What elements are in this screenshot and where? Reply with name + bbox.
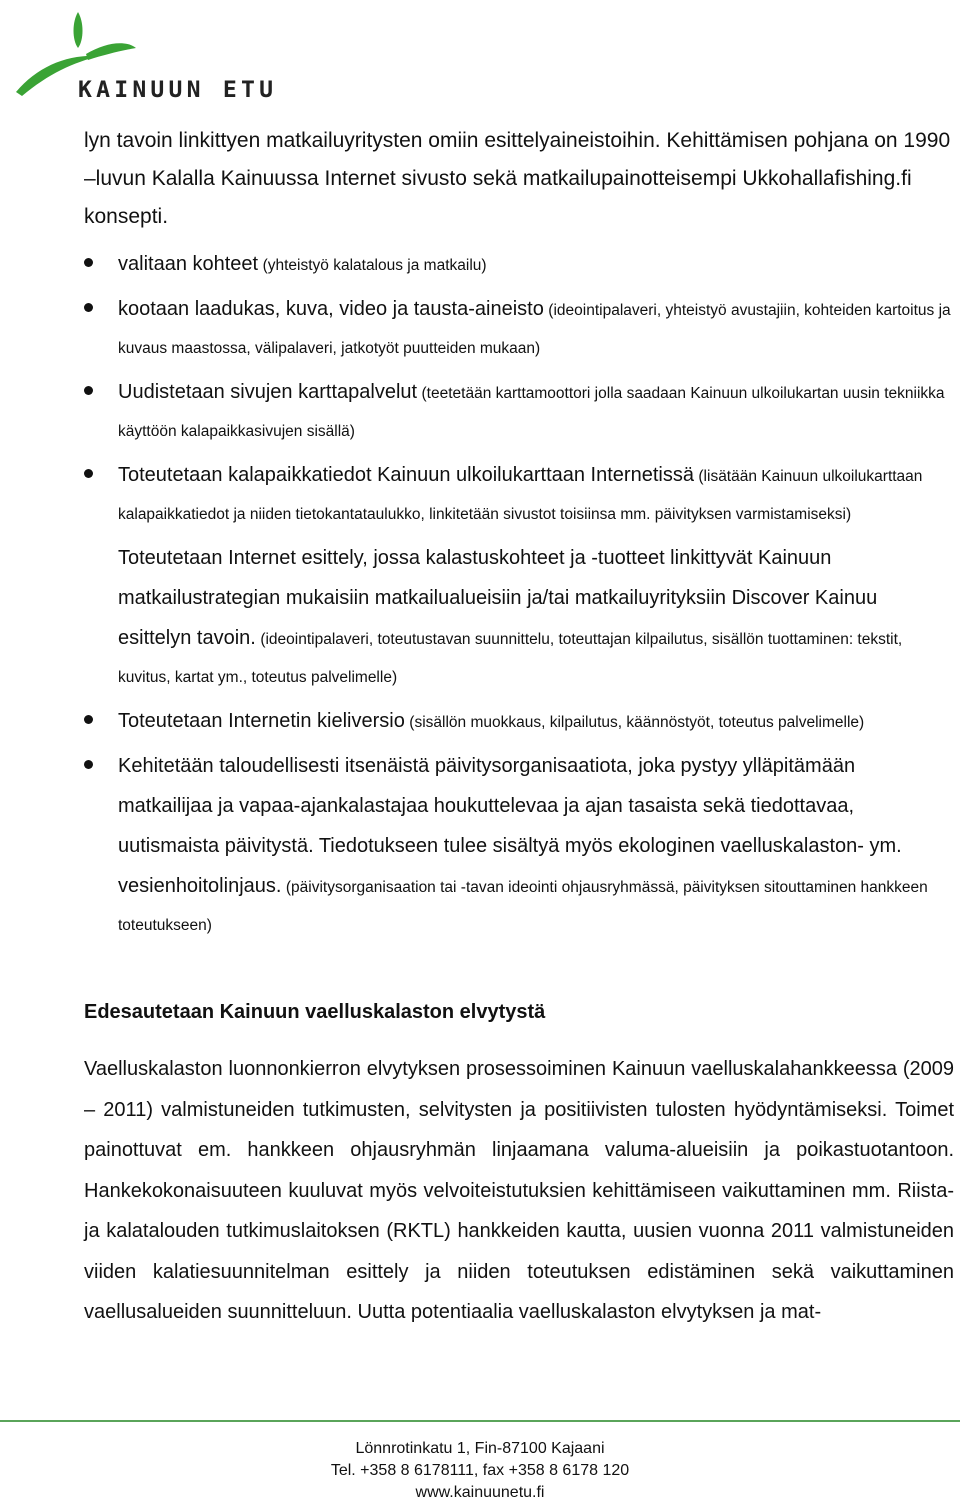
list-item-main: valitaan kohteet — [118, 253, 259, 275]
list-item-detail: (lisätään Kainuun ulkoilukarttaan kalapaikkatiedot ja niiden tietokantataulukko, linkitetään sivustot toisiinsa mm. päivityksen varmistamiseksi) — [118, 468, 923, 523]
intro-paragraph: lyn tavoin linkittyen matkailuyritysten omiin esittelyaineistoihin. Kehittämisen pohjana on 1990 –luvun Kalalla Kainuussa Internet sivusto sekä matkailupainotteisempi Ukkohallafishing.fi konsepti. — [84, 129, 951, 228]
company-logo — [8, 4, 308, 104]
section-paragraph: Vaelluskalaston luonnonkierron elvytyksen prosessoiminen Kainuun vaelluskalahankkeessa (2009 – 2011) valmistuneiden tutkimusten, selvitysten ja positiivisten tulosten hyödyntämiseksi. Toimet painottuvat em. hankkeen ohjausryhmän linjaamana valuma-alueisiin ja poikastuotantoon. Hankekokonaisuuteen kuuluvat myös velvoiteistutuksien kehittämiseen vaikuttaminen mm. Riista- ja kalatalouden tutkimuslaitoksen (RKTL) hankkeiden kautta, uusien vuonna 2011 valmistuneiden viiden kalatiesuunnitelman esittely ja niiden toteutuksen edistäminen sekä vaikuttaminen vaellusalueiden suunnitteluun. Uutta potentiaalia vaelluskalaston elvytyksen ja mat- — [84, 1058, 954, 1323]
list-item-main: Toteutetaan kalapaikkatiedot Kainuun ulkoilukarttaan Internetissä — [118, 464, 694, 486]
logo-wordmark: KAINUUN ETU — [78, 78, 278, 103]
bullet-dot-icon — [84, 715, 93, 724]
list-item-detail: (ideointipalaveri, yhteistyö avustajiin, kohteiden kartoitus ja kuvaus maastossa, välipalaveri, jatkotyöt puutteiden mukaan) — [118, 302, 951, 357]
list-item — [84, 372, 954, 451]
list-item-main: Toteutetaan Internetin kieliversio — [118, 710, 405, 732]
bullet-dot-icon — [84, 386, 93, 395]
list-item-detail: (teetetään karttamoottori jolla saadaan Kainuun ulkoilukartan uusin tekniikka käyttöön kalapaikkasivujen sisällä) — [118, 385, 945, 440]
list-item-main: Uudistetaan sivujen karttapalvelut — [118, 381, 418, 403]
footer-phone: Tel. +358 8 6178111, fax +358 8 6178 120 — [330, 1462, 630, 1479]
list-item-main: kootaan laadukas, kuva, video ja tausta-aineisto — [118, 298, 544, 320]
list-item — [84, 244, 954, 285]
bullet-dot-icon — [84, 760, 93, 769]
list-item-detail: (sisällön muokkaus, kilpailutus, käännöstyöt, toteutus palvelimelle) — [409, 714, 865, 731]
footer-address: Lönnrotinkatu 1, Fin-87100 Kajaani — [355, 1440, 605, 1457]
list-item — [84, 746, 954, 945]
section-heading: Edesautetaan Kainuun vaelluskalaston elvytystä — [84, 1001, 546, 1023]
bullet-dot-icon — [84, 469, 93, 478]
action-list — [84, 244, 954, 945]
footer-website-link[interactable]: www.kainuunetu.fi — [415, 1484, 545, 1501]
list-item-main: Toteutetaan Internet esittely, jossa kalastuskohteet ja -tuotteet linkittyvät Kainuun matkailustrategian mukaisiin matkailualueisiin ja/tai matkailuyrityksiin Discover Kainuu esittelyn tavoin. — [118, 547, 878, 649]
list-item-main: Kehitetään taloudellisesti itsenäistä päivitysorganisaatiota, joka pystyy ylläpitämään matkailijaa ja vapaa-ajankalastajaa houkuttelevaa ja ajan tasaista sekä tiedottavaa, uutismaista päivitystä. Tiedotukseen tulee sisältyä myös ekologinen vaelluskalaston- ym. vesienhoitolinjaus. — [118, 755, 902, 897]
page-footer — [0, 1438, 960, 1503]
list-item — [84, 455, 954, 534]
list-item — [84, 701, 954, 742]
footer-divider — [0, 1420, 960, 1422]
list-item — [84, 289, 954, 368]
bullet-dot-icon — [84, 258, 93, 267]
list-item-detail: (ideointipalaveri, toteutustavan suunnittelu, toteuttajan kilpailutus, sisällön tuottaminen: tekstit, kuvitus, kartat ym., toteutus palvelimelle) — [118, 631, 903, 686]
list-item — [84, 538, 954, 697]
list-item-detail: (päivitysorganisaation tai -tavan ideointi ohjausryhmässä, päivityksen sitouttaminen hankkeen toteutukseen) — [118, 879, 928, 934]
document-body — [84, 122, 954, 1333]
list-item-detail: (yhteistyö kalatalous ja matkailu) — [262, 257, 487, 274]
bullet-dot-icon — [84, 303, 93, 312]
